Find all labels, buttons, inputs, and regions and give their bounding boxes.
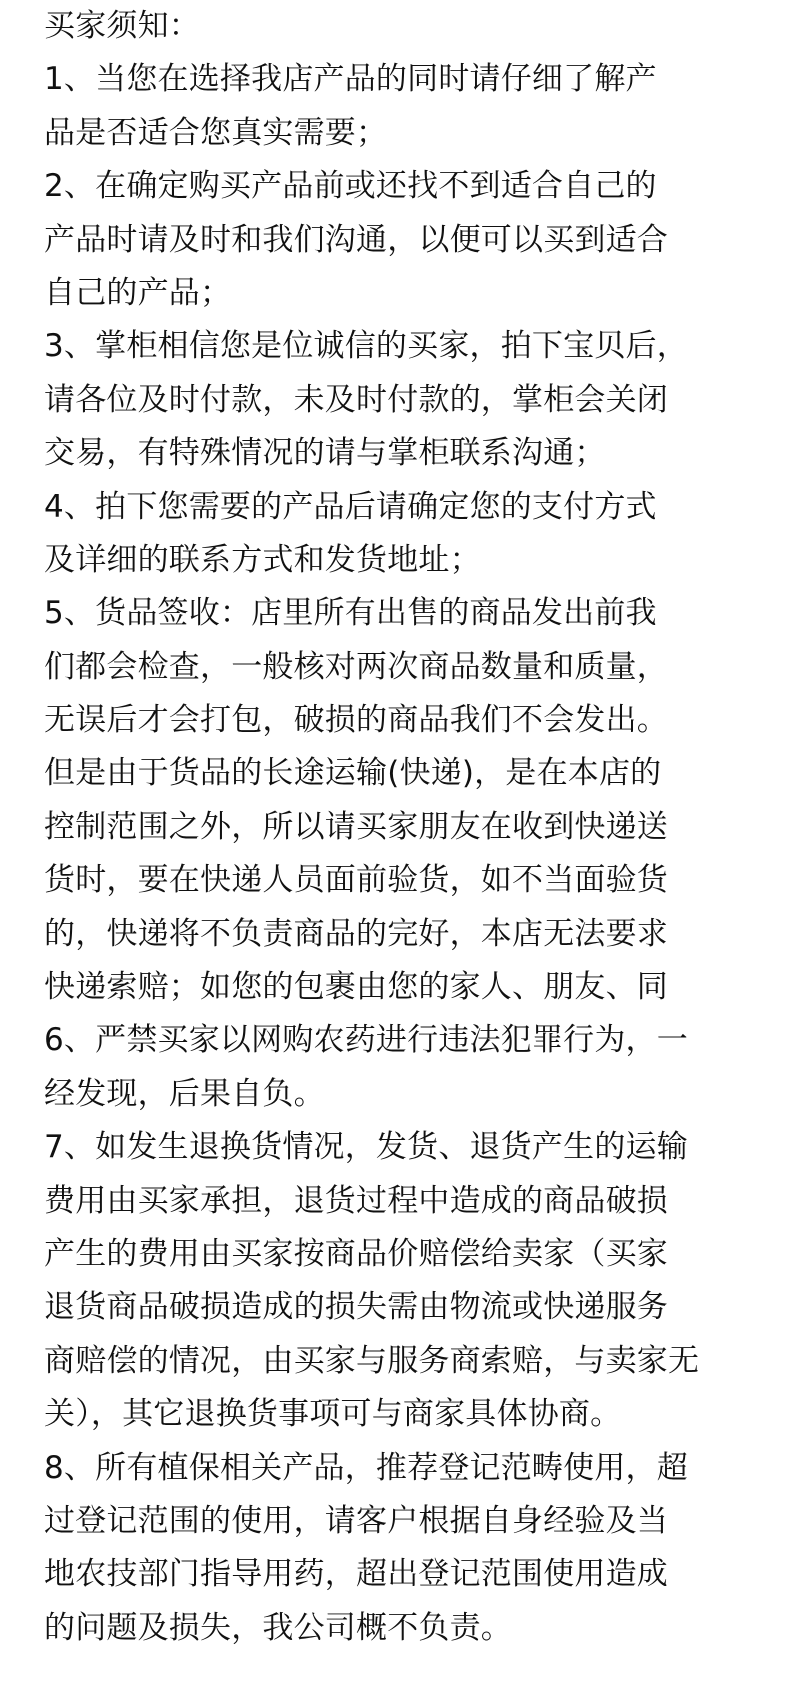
notice-line: 5、货品签收：店里所有出售的商品发出前我 [44,595,657,632]
notice-line: 产生的费用由买家按商品价赔偿给卖家（买家 [44,1235,668,1272]
notice-line: 8、所有植保相关产品，推荐登记范畴使用，超 [44,1449,688,1486]
notice-line: 无误后才会打包，破损的商品我们不会发出。 [44,702,668,739]
notice-line: 控制范围之外，所以请买家朋友在收到快递送 [44,808,668,845]
notice-line: 品是否适合您真实需要； [44,114,388,151]
notice-line: 关），其它退换货事项可与商家具体协商。 [44,1396,622,1433]
notice-line: 1、当您在选择我店产品的同时请仔细了解产 [44,61,657,98]
notice-line: 4、拍下您需要的产品后请确定您的支付方式 [44,488,657,525]
notice-line: 自己的产品； [44,274,232,311]
notice-line: 7、如发生退换货情况，发货、退货产生的运输 [44,1129,688,1166]
notice-line: 6、严禁买家以网购农药进行违法犯罪行为，一 [44,1022,688,1059]
notice-line: 及详细的联系方式和发货地址； [44,541,481,578]
notice-line: 快递索赔；如您的包裹由您的家人、朋友、同 [44,969,668,1006]
notice-line: 产品时请及时和我们沟通，以便可以买到适合 [44,221,668,258]
notice-line: 3、掌柜相信您是位诚信的买家，拍下宝贝后， [44,328,688,365]
notice-line: 请各位及时付款，未及时付款的，掌柜会关闭 [44,381,668,418]
notice-line: 的，快递将不负责商品的完好，本店无法要求 [44,915,668,952]
notice-line: 地农技部门指导用药，超出登记范围使用造成 [44,1556,668,1593]
buyer-notice [44,0,784,1655]
notice-line: 交易，有特殊情况的请与掌柜联系沟通； [44,435,606,472]
notice-title: 买家须知： [44,8,200,44]
notice-line: 2、在确定购买产品前或还找不到适合自己的 [44,168,657,205]
notice-line: 们都会检查，一般核对两次商品数量和质量， [44,648,668,685]
notice-line: 货时，要在快递人员面前验货，如不当面验货 [44,862,668,899]
notice-line: 的问题及损失，我公司概不负责。 [44,1609,512,1646]
notice-line: 但是由于货品的长途运输(快递)，是在本店的 [44,755,662,792]
notice-line: 费用由买家承担，退货过程中造成的商品破损 [44,1182,668,1219]
notice-line: 过登记范围的使用，请客户根据自身经验及当 [44,1502,668,1539]
notice-line: 退货商品破损造成的损失需由物流或快递服务 [44,1289,668,1326]
notice-line: 商赔偿的情况，由买家与服务商索赔，与卖家无 [44,1342,700,1379]
notice-line: 经发现，后果自负。 [44,1075,325,1112]
